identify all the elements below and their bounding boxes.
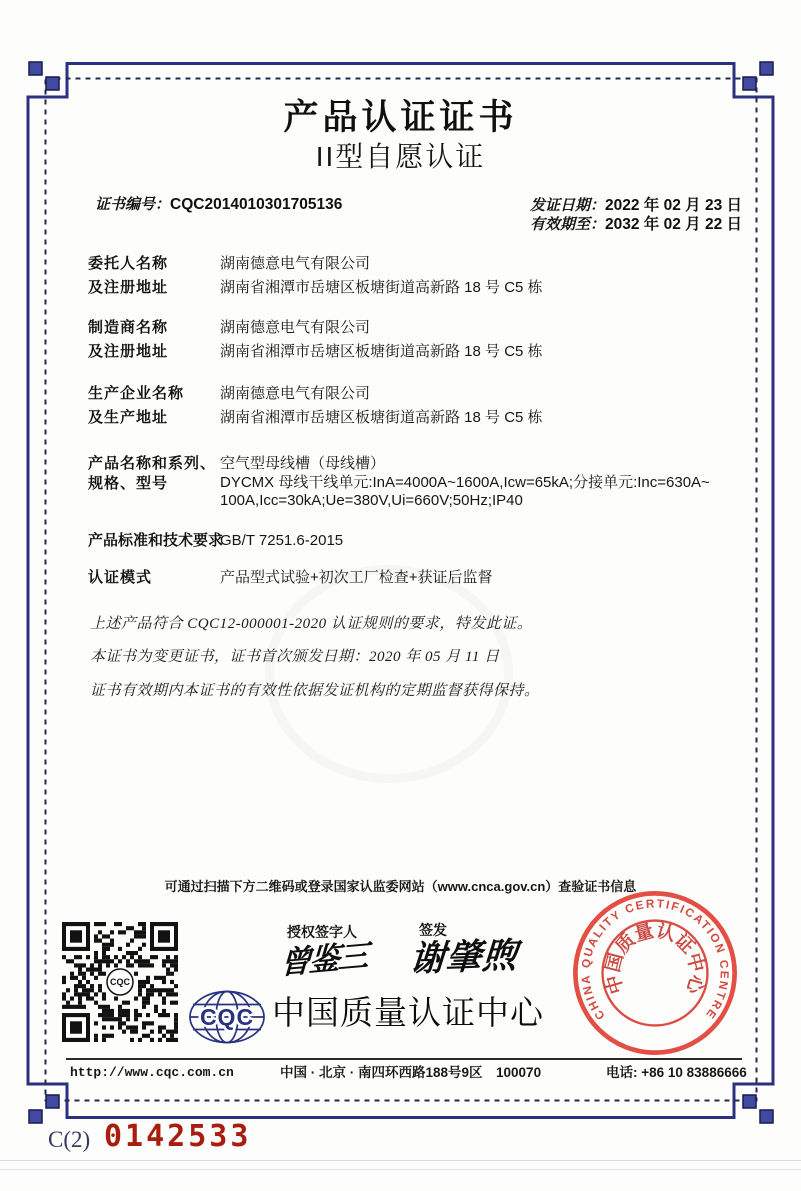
applicant-name-value: 湖南德意电气有限公司 bbox=[220, 255, 371, 272]
issuer-label: 签发 bbox=[419, 922, 447, 938]
svg-text:中国质量认证中心 bbox=[602, 920, 709, 998]
footer-divider bbox=[66, 1058, 742, 1060]
footer-website: http://www.cqc.com.cn bbox=[70, 1065, 234, 1080]
svg-text:CQC: CQC bbox=[110, 977, 130, 987]
scan-artifact-line bbox=[0, 1160, 801, 1161]
factory-address-label: 及生产地址 bbox=[88, 409, 169, 426]
scan-artifact-line bbox=[0, 1169, 801, 1170]
authorized-signatory-label: 授权签字人 bbox=[287, 924, 357, 940]
seal-english-text: CHINA QUALITY CERTIFICATION CENTRE bbox=[579, 897, 731, 1023]
organization-name: 中国质量认证中心 bbox=[272, 994, 544, 1031]
issue-date-value: 2022 年 02 月 23 日 bbox=[605, 197, 743, 214]
certificate-number-row bbox=[95, 197, 342, 213]
cqc-red-seal bbox=[566, 884, 744, 1062]
product-value-line1: 空气型母线槽（母线槽） bbox=[220, 455, 386, 472]
seal-chinese-text: 中国质量认证中心 bbox=[601, 919, 709, 997]
certificate-number-label: 证书编号： bbox=[95, 197, 171, 213]
qr-code bbox=[62, 922, 178, 1046]
product-label-line2: 规格、型号 bbox=[88, 475, 169, 492]
cqc-logo-text: CQC bbox=[199, 1004, 255, 1030]
product-label-line1: 产品名称和系列、 bbox=[88, 455, 217, 472]
factory-name-label: 生产企业名称 bbox=[88, 385, 185, 402]
statement-compliance: 上述产品符合 CQC12-000001-2020 认证规则的要求，特发此证。 bbox=[90, 616, 533, 632]
qr-code-image bbox=[62, 922, 178, 1042]
valid-to-label: 有效期至： bbox=[530, 217, 606, 233]
factory-name-value: 湖南德意电气有限公司 bbox=[220, 385, 371, 402]
certification-mode-value: 产品型式试验+初次工厂检查+获证后监督 bbox=[220, 569, 493, 586]
standard-label: 产品标准和技术要求 bbox=[88, 532, 224, 549]
manufacturer-address-value: 湖南省湘潭市岳塘区板塘街道高新路 18 号 C5 栋 bbox=[220, 343, 543, 360]
manufacturer-name-value: 湖南德意电气有限公司 bbox=[220, 319, 371, 336]
manufacturer-address-label: 及注册地址 bbox=[88, 343, 169, 360]
standard-value: GB/T 7251.6-2015 bbox=[220, 532, 344, 549]
factory-address-value: 湖南省湘潭市岳塘区板塘街道高新路 18 号 C5 栋 bbox=[220, 409, 543, 426]
certificate-subtitle: II型自愿认证 bbox=[315, 141, 486, 172]
valid-to-value: 2032 年 02 月 22 日 bbox=[605, 216, 743, 233]
statement-change-cert: 本证书为变更证书，证书首次颁发日期：2020 年 05 月 11 日 bbox=[90, 649, 500, 665]
product-value-line3: 100A,Icc=30kA;Ue=380V,Ui=660V;50Hz;IP40 bbox=[220, 492, 523, 509]
manufacturer-name-label: 制造商名称 bbox=[88, 319, 169, 336]
verify-note: 可通过扫描下方二维码或登录国家认监委网站（www.cnca.gov.cn）查验证书信息 bbox=[164, 879, 637, 894]
certification-mode-label: 认证模式 bbox=[88, 569, 153, 586]
cqc-globe-logo-icon bbox=[188, 990, 266, 1048]
serial-prefix: C(2) bbox=[48, 1127, 91, 1152]
issue-date-label: 发证日期： bbox=[530, 198, 606, 214]
applicant-address-value: 湖南省湘潭市岳塘区板塘街道高新路 18 号 C5 栋 bbox=[220, 279, 543, 296]
statement-validity: 证书有效期内本证书的有效性依据发证机构的定期监督获得保持。 bbox=[90, 683, 540, 699]
product-value-line2: DYCMX 母线干线单元:InA=4000A~1600A,Icw=65kA;分接单元:Inc=630A~ bbox=[220, 474, 710, 491]
issuer-signature: 谢肇煦 bbox=[408, 936, 520, 979]
footer-address: 中国 · 北京 · 南四环西路188号9区 100070 bbox=[280, 1065, 542, 1080]
applicant-name-label: 委托人名称 bbox=[88, 255, 169, 272]
applicant-address-label: 及注册地址 bbox=[88, 279, 169, 296]
authorized-signatory-signature: 曾鉴三 bbox=[279, 938, 368, 981]
certificate-title: 产品认证证书 bbox=[283, 98, 518, 137]
valid-to-row bbox=[530, 217, 742, 233]
certificate-number-value: CQC2014010301705136 bbox=[170, 196, 343, 213]
issue-date-row bbox=[530, 198, 742, 214]
serial-number: 0142533 bbox=[104, 1119, 252, 1154]
footer-phone: 电话: +86 10 83886666 bbox=[606, 1065, 747, 1080]
